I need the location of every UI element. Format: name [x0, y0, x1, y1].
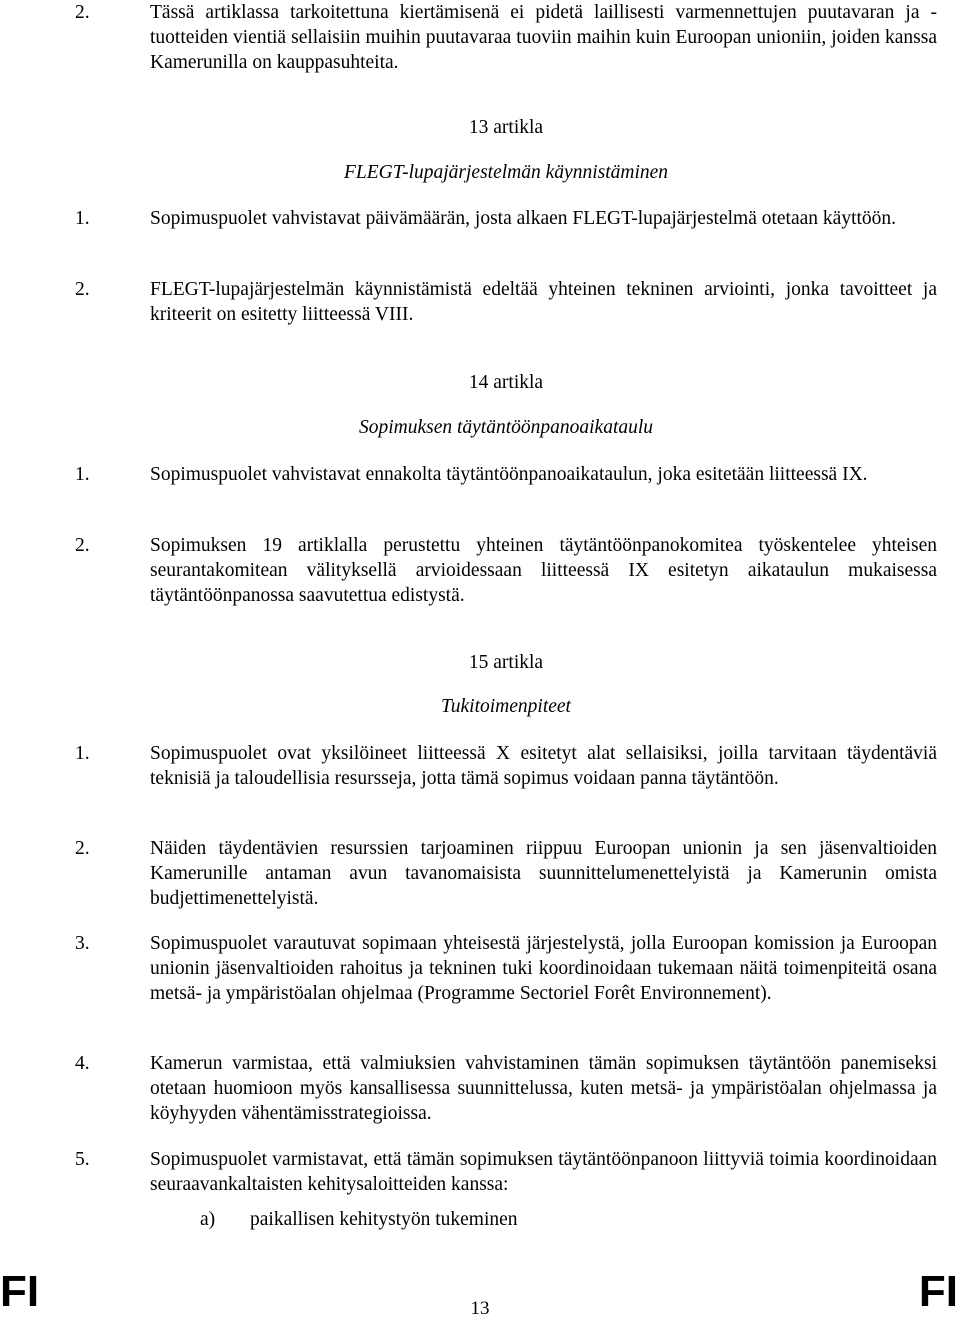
item-text: Sopimuspuolet vahvistavat ennakolta täytäntöönpanoaikataulun, joka esitetään liitteessä IX. — [150, 464, 868, 485]
item-number: 1. — [75, 464, 90, 485]
paragraph-item — [75, 836, 937, 911]
article-heading: 14 artikla — [468, 372, 544, 393]
article-heading: 13 artikla — [468, 117, 544, 138]
paragraph-item — [75, 533, 937, 608]
article-title: FLEGT-lupajärjestelmän käynnistäminen — [343, 162, 669, 183]
article-heading: 15 artikla — [468, 652, 544, 673]
item-number: 2. — [75, 2, 90, 23]
item-number: 2. — [75, 838, 90, 859]
sub-item-text: paikallisen kehitystyön tukeminen — [250, 1209, 518, 1230]
item-text: Näiden täydentävien resurssien tarjoaminen riippuu Euroopan unionin ja sen jäsenvaltioiden Kamerunille antaman avun tavanomaisista suunnittelumenettelyistä ja Kamerunin omista budjettimenettelyistä. — [150, 838, 937, 909]
sub-item-label: a) — [200, 1209, 216, 1230]
item-text: Tässä artiklassa tarkoitettuna kiertämisenä ei pidetä laillisesti varmennettujen puutavaran ja -tuotteiden vientiä sellaisiin muihin puutavaraa tuoviin maihin kuin Euroopan unioniin, joiden kanssa Kamerunilla on kauppasuhteita. — [150, 2, 937, 73]
item-text: Sopimuspuolet varmistavat, että tämän sopimuksen täytäntöönpanoon liittyviä toimia koordinoidaan seuraavankaltaisten kehitysaloitteiden kanssa: — [150, 1149, 937, 1195]
item-number: 2. — [75, 279, 90, 300]
item-number: 1. — [75, 208, 90, 229]
footer-language-right: FI — [918, 1267, 958, 1316]
paragraph-item — [75, 1147, 937, 1197]
item-text: Sopimuspuolet varautuvat sopimaan yhteisestä järjestelystä, jolla Euroopan komission ja Euroopan unionin jäsenvaltioiden rahoitus ja tekninen tuki koordinoidaan tukemaan näitä toimenpiteitä osana metsä- ja ympäristöalan ohjelmaa (Programme Sectoriel Forêt Environnement). — [150, 933, 937, 1004]
item-number: 4. — [75, 1053, 90, 1074]
paragraph-item — [75, 0, 937, 75]
paragraph-item — [75, 931, 937, 1006]
item-number: 2. — [75, 535, 90, 556]
item-number: 3. — [75, 933, 90, 954]
paragraph-item — [75, 277, 937, 327]
page-number: 13 — [470, 1298, 490, 1319]
footer-language-left: FI — [0, 1267, 40, 1316]
item-text: FLEGT-lupajärjestelmän käynnistämistä edeltää yhteinen tekninen arviointi, jonka tavoitteet ja kriteerit on esitetty liitteessä VIII. — [150, 279, 937, 325]
paragraph-item — [75, 206, 937, 231]
paragraph-item — [75, 741, 937, 791]
paragraph-item — [75, 1051, 937, 1126]
item-text: Kamerun varmistaa, että valmiuksien vahvistaminen tämän sopimuksen täytäntöön panemiseksi otetaan huomioon myös kansallisessa suunnittelussa, kuten metsä- ja ympäristöalan ohjelmassa ja köyhyyden vähentämisstrategioissa. — [150, 1053, 937, 1124]
paragraph-item — [75, 462, 937, 487]
item-text: Sopimuspuolet ovat yksilöineet liitteessä X esitetyt alat sellaisiksi, joilla tarvitaan täydentäviä teknisiä ja taloudellisia resursseja, jotta tämä sopimus voidaan panna täytäntöön. — [150, 743, 937, 789]
item-number: 1. — [75, 743, 90, 764]
item-number: 5. — [75, 1149, 90, 1170]
article-title: Tukitoimenpiteet — [441, 696, 571, 717]
article-title: Sopimuksen täytäntöönpanoaikataulu — [358, 417, 654, 438]
item-text: Sopimuksen 19 artiklalla perustettu yhteinen täytäntöönpanokomitea työskentelee yhteisen seurantakomitean välityksellä arvioidessaan liitteessä IX esitetyn aikataulun mukaisessa täytäntöönpanossa saavutettua edistystä. — [150, 535, 937, 606]
sub-item — [200, 1207, 900, 1232]
item-text: Sopimuspuolet vahvistavat päivämäärän, josta alkaen FLEGT-lupajärjestelmä otetaan käyttöön. — [150, 208, 897, 229]
